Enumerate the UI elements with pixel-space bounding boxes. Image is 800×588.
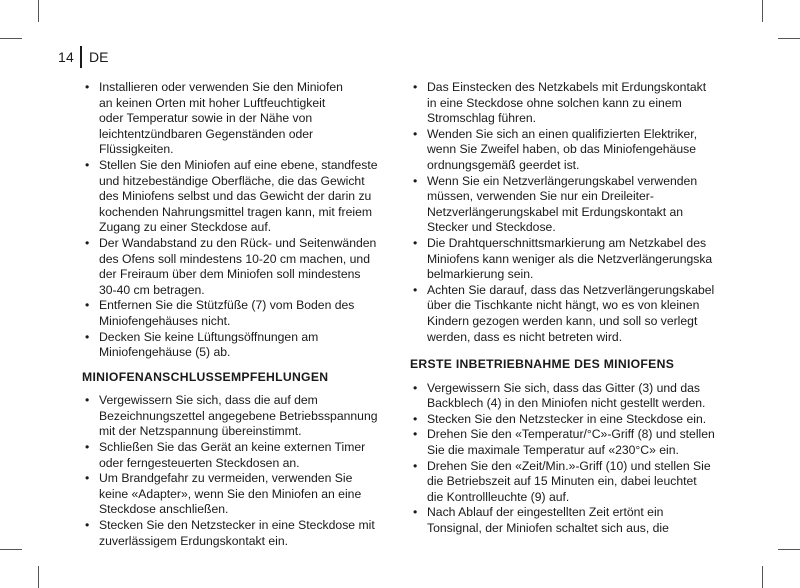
crop-mark-top-left [38, 0, 39, 22]
list-item: • Stellen Sie den Miniofen auf eine ebene, standfeste und hitzebeständige Oberfläche, die das Gewicht des Miniofens selbst und das Gewicht der darin zu kochenden Nahrungsmittel tragen kann, mit freiem Zugang zu einer Steckdose auf. [85, 157, 378, 235]
list-item: • Vergewissern Sie sich, dass das Gitter (3) und das Backblech (4) in den Miniofen nicht gestellt werden. [413, 380, 706, 411]
list-item: • Entfernen Sie die Stützfüße (7) vom Boden des Miniofengehäuses nicht. [85, 298, 355, 328]
left-column [82, 80, 392, 549]
crop-mark-right-bottom [778, 549, 800, 550]
crop-mark-bottom-right [762, 566, 763, 588]
installation-list [82, 80, 392, 361]
crop-mark-bottom-left [38, 566, 39, 588]
section-heading-connection: MINIOFENANSCHLUSSEMPFEHLUNGEN [82, 369, 329, 384]
list-item: • Die Drahtquerschnittsmarkierung am Netzkabel des Miniofens kann weniger als die Netzverlängerungska belmarkierung sein. [413, 235, 713, 282]
language-code: DE [88, 49, 109, 65]
page-header [58, 46, 108, 68]
crop-mark-left-top [0, 38, 22, 39]
list-item: • Nach Ablauf der eingestellten Zeit ertönt ein Tonsignal, der Miniofen schaltet sich aus, die [413, 505, 669, 536]
list-item: • Stecken Sie den Netzstecker in eine Steckdose ein. [413, 411, 707, 426]
list-item: • Decken Sie keine Lüftungsöffnungen am Miniofengehäuse (5) ab. [85, 329, 319, 360]
list-item: • Der Wandabstand zu den Rück- und Seitenwänden des Ofens soll mindestens 10-20 cm machen, und der Freiraum über dem Miniofen soll mindestens 30-40 cm betragen. [85, 235, 377, 297]
crop-mark-right-top [778, 38, 800, 39]
list-item: • Das Einstecken des Netzkabels mit Erdungskontakt in eine Steckdose ohne solchen kann zu einem Stromschlag führen. [413, 80, 707, 126]
connection-list [82, 393, 392, 549]
list-item: • Drehen Sie den «Temperatur/°C»-Griff (8) und stellen Sie die maximale Temperatur auf «230°C» ein. [413, 427, 715, 458]
page-number: 14 [58, 49, 74, 65]
crop-mark-left-bottom [0, 549, 22, 550]
first-use-list [410, 381, 728, 537]
list-item: • Schließen Sie das Gerät an keine externen Timer oder ferngesteuerten Steckdosen an. [85, 440, 366, 470]
list-item: • Wenn Sie ein Netzverlängerungskabel verwenden müssen, verwenden Sie nur ein Dreileiter- Netzverlängerungskabel mit Erdungskontakt an Stecker und Steckdose. [413, 173, 698, 235]
list-item: • Wenden Sie sich an einen qualifizierten Elektriker, wenn Sie Zweifel haben, ob das Miniofengehäuse ordnungsgemäß geerdet ist. [413, 126, 698, 172]
list-item: • Achten Sie darauf, dass das Netzverlängerungskabel über die Tischkante nicht hängt, wo es von kleinen Kindern gezogen werden kann, und soll so verlegt werden, dass es nicht betreten wird. [413, 282, 715, 344]
header-divider [80, 46, 82, 68]
list-item: • Stecken Sie den Netzstecker in eine Steckdose mit zuverlässigem Erdungskontakt ein. [85, 518, 375, 548]
crop-mark-top-right [762, 0, 763, 22]
section-heading-first-use: ERSTE INBETRIEBNAHME DES MINIOFENS [410, 357, 675, 372]
list-item: • Um Brandgefahr zu vermeiden, verwenden Sie keine «Adapter», wenn Sie den Miniofen an eine Steckdose anschließen. [85, 471, 362, 517]
list-item: • Vergewissern Sie sich, dass die auf dem Bezeichnungszettel angegebene Betriebsspannung mit der Netzspannung übereinstimmt. [85, 393, 378, 439]
grounding-list [410, 80, 728, 345]
list-item: • Drehen Sie den «Zeit/Min.»-Griff (10) und stellen Sie die Betriebszeit auf 15 Minuten ein, dabei leuchtet die Kontrollleuchte (9) auf. [413, 458, 711, 504]
right-column [410, 80, 728, 537]
list-item: • Installieren oder verwenden Sie den Miniofen an keinen Orten mit hoher Luftfeuchtigkeit oder Temperatur sowie in der Nähe von leichtentzündbaren Gegenständen oder Flüssigkeiten. [85, 80, 343, 157]
